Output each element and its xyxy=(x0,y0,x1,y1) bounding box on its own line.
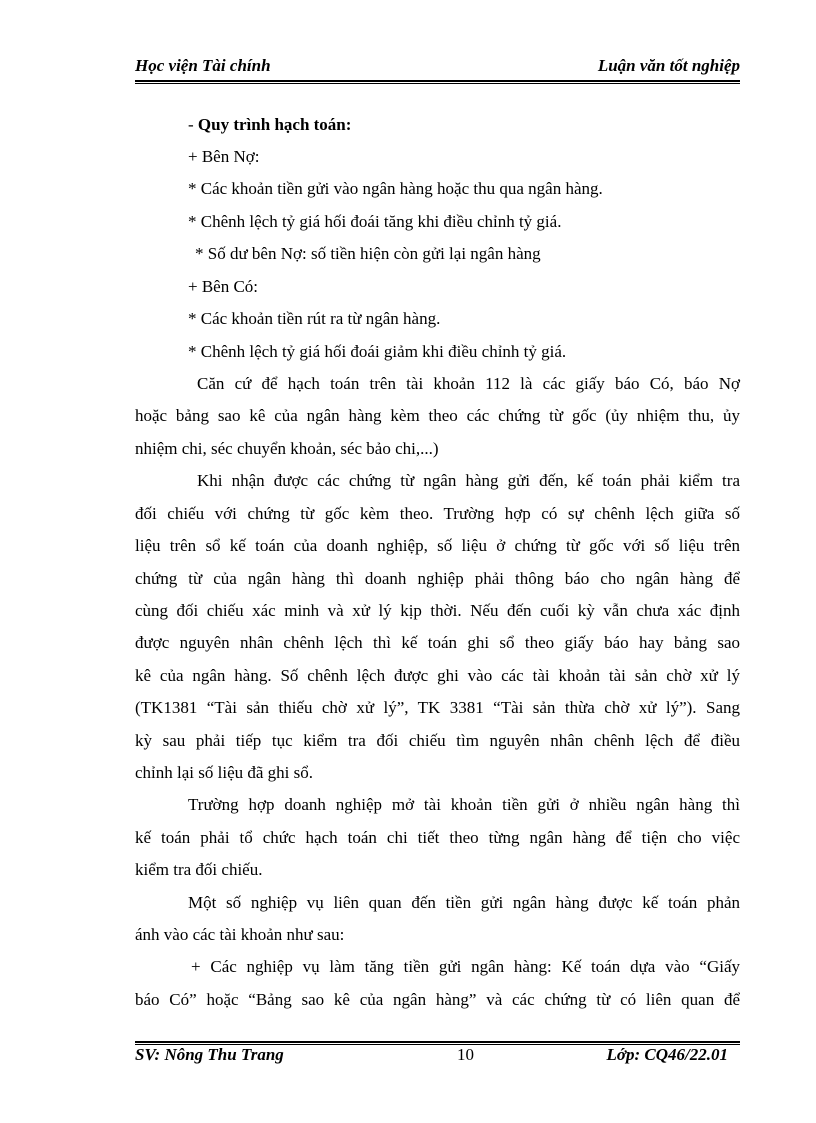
header-rule xyxy=(135,80,740,82)
text-line: hoặc bảng sao kê của ngân hàng kèm theo các chứng từ gốc (ủy nhiệm thu, ủy xyxy=(135,406,740,425)
page-header xyxy=(135,56,740,80)
text-line: ánh vào các tài khoản như sau: xyxy=(135,925,345,944)
text-line: Căn cứ để hạch toán trên tài khoản 112 là các giấy báo Có, báo Nợ xyxy=(197,374,740,393)
section-heading xyxy=(188,115,351,135)
text-line: kế toán phải tổ chức hạch toán chi tiết theo từng ngân hàng để tiện cho việc xyxy=(135,828,740,847)
text-line: * Chênh lệch tỷ giá hối đoái giảm khi điều chỉnh tỷ giá. xyxy=(188,342,567,361)
footer-student-name: SV: Nông Thu Trang xyxy=(135,1045,284,1064)
text-line: kỳ sau phải tiếp tục kiểm tra đối chiếu tìm nguyên nhân chênh lệch để điều xyxy=(135,731,740,750)
footer-rule xyxy=(135,1041,740,1043)
text-line: * Chênh lệch tỷ giá hối đoái tăng khi điều chỉnh tỷ giá. xyxy=(188,212,562,231)
text-line: kiểm tra đối chiếu. xyxy=(135,860,263,879)
text-line: được nguyên nhân chênh lệch thì kế toán ghi sổ theo giấy báo hay bảng sao xyxy=(135,633,740,652)
text-line: chỉnh lại số liệu đã ghi sổ. xyxy=(135,763,314,782)
heading-text: Quy trình hạch toán: xyxy=(197,115,352,134)
text-line: đối chiếu với chứng từ gốc kèm theo. Trường hợp có sự chênh lệch giữa số xyxy=(135,504,740,523)
text-line: báo Có” hoặc “Bảng sao kê của ngân hàng” và các chứng từ có liên quan để xyxy=(135,990,740,1009)
text-line: (TK1381 “Tài sản thiếu chờ xử lý”, TK 3381 “Tài sản thừa chờ xử lý”). Sang xyxy=(135,698,740,717)
text-line: nhiệm chi, séc chuyển khoản, séc bảo chi,...) xyxy=(135,439,439,458)
text-line: kê của ngân hàng. Số chênh lệch được ghi vào các tài khoản tài sản chờ xử lý xyxy=(135,666,740,685)
text-line: liệu trên sổ kế toán của doanh nghiệp, số liệu ở chứng từ gốc với số liệu trên xyxy=(135,536,740,555)
text-line: * Số dư bên Nợ: số tiền hiện còn gửi lại ngân hàng xyxy=(195,244,541,263)
text-line: chứng từ của ngân hàng thì doanh nghiệp phải thông báo cho ngân hàng để xyxy=(135,569,740,588)
header-document-type: Luận văn tốt nghiệp xyxy=(597,56,740,75)
header-rule-thin xyxy=(135,83,740,84)
heading-dash: - xyxy=(188,115,198,134)
page-footer xyxy=(135,1045,740,1067)
text-line: Trường hợp doanh nghiệp mở tài khoản tiền gửi ở nhiều ngân hàng thì xyxy=(188,795,740,814)
header-institution: Học viện Tài chính xyxy=(135,56,271,75)
text-line: Khi nhận được các chứng từ ngân hàng gửi đến, kế toán phải kiểm tra xyxy=(197,471,740,490)
page-number: 10 xyxy=(457,1045,474,1064)
text-line: + Bên Nợ: xyxy=(188,147,260,166)
text-line: Một số nghiệp vụ liên quan đến tiền gửi ngân hàng được kế toán phản xyxy=(188,893,740,912)
text-line: * Các khoản tiền gửi vào ngân hàng hoặc thu qua ngân hàng. xyxy=(188,179,603,198)
footer-class-code: Lớp: CQ46/22.01 xyxy=(606,1045,728,1064)
text-line: + Các nghiệp vụ làm tăng tiền gửi ngân hàng: Kế toán dựa vào “Giấy xyxy=(191,957,740,976)
text-line: cùng đối chiếu xác minh và xử lý kịp thời. Nếu đến cuối kỳ vẫn chưa xác định xyxy=(135,601,740,620)
text-line: + Bên Có: xyxy=(188,277,259,296)
text-line: * Các khoản tiền rút ra từ ngân hàng. xyxy=(188,309,441,328)
